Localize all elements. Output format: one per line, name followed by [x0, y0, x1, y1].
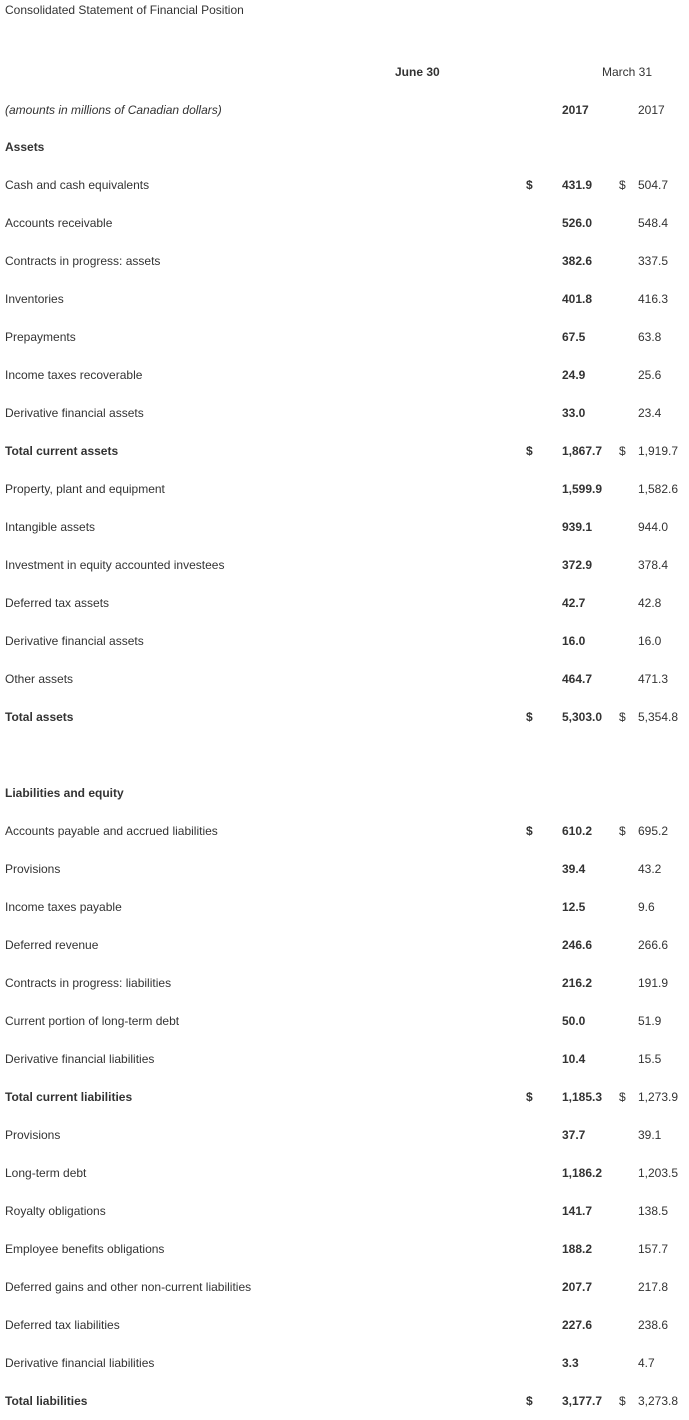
row-label: Intangible assets	[5, 520, 96, 534]
value-current: 10.4	[562, 1052, 586, 1066]
value-current: 3,177.7	[562, 1394, 603, 1408]
value-current: 39.4	[562, 862, 586, 876]
value-prior: 504.7	[638, 178, 669, 192]
currency-symbol-current: $	[526, 1090, 533, 1104]
row-label: Provisions	[5, 862, 61, 876]
table-row	[0, 1344, 689, 1382]
table-row	[0, 204, 689, 242]
units-note: (amounts in millions of Canadian dollars)	[5, 103, 222, 117]
value-prior: 138.5	[638, 1204, 669, 1218]
table-row	[0, 394, 689, 432]
currency-symbol-current: $	[526, 178, 533, 192]
value-current: 141.7	[562, 1204, 593, 1218]
currency-symbol-prior: $	[619, 178, 626, 192]
value-prior: 944.0	[638, 520, 669, 534]
row-label: Prepayments	[5, 330, 76, 344]
value-prior: 266.6	[638, 938, 669, 952]
value-prior: 1,919.7	[638, 444, 679, 458]
row-label: Other assets	[5, 672, 74, 686]
row-label: Total current assets	[5, 444, 119, 458]
value-prior: 4.7	[638, 1356, 655, 1370]
table-row	[0, 584, 689, 622]
row-label: Derivative financial liabilities	[5, 1356, 155, 1370]
total-row	[0, 698, 689, 736]
value-current: 227.6	[562, 1318, 593, 1332]
value-prior: 471.3	[638, 672, 669, 686]
row-label: Investment in equity accounted investees	[5, 558, 225, 572]
row-label: Contracts in progress: assets	[5, 254, 161, 268]
table-row	[0, 280, 689, 318]
currency-symbol-current: $	[526, 824, 533, 838]
value-current: 431.9	[562, 178, 593, 192]
value-current: 50.0	[562, 1014, 586, 1028]
table-row	[0, 1154, 689, 1192]
total-row	[0, 432, 689, 470]
document-title: Consolidated Statement of Financial Position	[5, 3, 244, 17]
table-row	[0, 812, 689, 850]
value-prior: 378.4	[638, 558, 669, 572]
row-label: Deferred tax liabilities	[5, 1318, 120, 1332]
value-current: 1,185.3	[562, 1090, 603, 1104]
row-label: Cash and cash equivalents	[5, 178, 150, 192]
value-current: 464.7	[562, 672, 593, 686]
row-label: Total liabilities	[5, 1394, 88, 1408]
row-label: Accounts payable and accrued liabilities	[5, 824, 218, 838]
value-current: 37.7	[562, 1128, 586, 1142]
value-prior: 25.6	[638, 368, 662, 382]
table-row	[0, 660, 689, 698]
row-label: Deferred gains and other non-current liabilities	[5, 1280, 252, 1294]
value-prior: 157.7	[638, 1242, 669, 1256]
currency-symbol-prior: $	[619, 1394, 626, 1408]
currency-symbol-prior: $	[619, 824, 626, 838]
value-prior: 43.2	[638, 862, 662, 876]
section-header	[0, 128, 689, 166]
value-prior: 3,273.8	[638, 1394, 679, 1408]
value-prior: 23.4	[638, 406, 662, 420]
value-prior: 1,582.6	[638, 482, 679, 496]
row-label: Income taxes payable	[5, 900, 122, 914]
value-current: 1,186.2	[562, 1166, 603, 1180]
row-label: Property, plant and equipment	[5, 482, 165, 496]
row-label: Accounts receivable	[5, 216, 113, 230]
column-header-june: June 30	[395, 65, 440, 79]
column-header-march: March 31	[602, 65, 653, 79]
value-current: 33.0	[562, 406, 586, 420]
value-prior: 39.1	[638, 1128, 662, 1142]
row-label: Inventories	[5, 292, 64, 306]
table-row	[0, 1002, 689, 1040]
table-row	[0, 318, 689, 356]
table-row	[0, 888, 689, 926]
value-current: 207.7	[562, 1280, 593, 1294]
value-prior: 15.5	[638, 1052, 662, 1066]
section-header	[0, 774, 689, 812]
total-row	[0, 1382, 689, 1420]
table-row	[0, 166, 689, 204]
value-prior: 5,354.8	[638, 710, 679, 724]
currency-symbol-prior: $	[619, 710, 626, 724]
row-label: Deferred revenue	[5, 938, 99, 952]
value-prior: 63.8	[638, 330, 662, 344]
value-current: 1,867.7	[562, 444, 603, 458]
value-current: 401.8	[562, 292, 593, 306]
table-row	[0, 1192, 689, 1230]
row-label: Employee benefits obligations	[5, 1242, 165, 1256]
value-current: 372.9	[562, 558, 593, 572]
value-current: 67.5	[562, 330, 586, 344]
value-current: 382.6	[562, 254, 593, 268]
value-prior: 238.6	[638, 1318, 669, 1332]
table-row	[0, 1040, 689, 1078]
row-label: Long-term debt	[5, 1166, 87, 1180]
statement-table	[0, 128, 689, 1420]
table-row	[0, 964, 689, 1002]
value-prior: 51.9	[638, 1014, 662, 1028]
value-prior: 42.8	[638, 596, 662, 610]
table-row	[0, 470, 689, 508]
currency-symbol-prior: $	[619, 1090, 626, 1104]
value-current: 24.9	[562, 368, 586, 382]
section-spacer	[0, 736, 689, 774]
currency-symbol-current: $	[526, 1394, 533, 1408]
value-prior: 9.6	[638, 900, 655, 914]
row-label: Liabilities and equity	[5, 786, 124, 800]
table-row	[0, 1306, 689, 1344]
value-current: 939.1	[562, 520, 593, 534]
value-current: 42.7	[562, 596, 586, 610]
row-label: Total current liabilities	[5, 1090, 133, 1104]
row-label: Income taxes recoverable	[5, 368, 143, 382]
row-label: Royalty obligations	[5, 1204, 106, 1218]
value-current: 1,599.9	[562, 482, 603, 496]
value-current: 216.2	[562, 976, 593, 990]
table-row	[0, 850, 689, 888]
value-prior: 548.4	[638, 216, 669, 230]
value-prior: 416.3	[638, 292, 669, 306]
value-prior: 1,203.5	[638, 1166, 679, 1180]
table-row	[0, 508, 689, 546]
table-row	[0, 546, 689, 584]
value-current: 12.5	[562, 900, 586, 914]
value-prior: 1,273.9	[638, 1090, 679, 1104]
value-current: 610.2	[562, 824, 593, 838]
column-year-prior: 2017	[638, 103, 665, 117]
value-prior: 217.8	[638, 1280, 669, 1294]
table-row	[0, 1116, 689, 1154]
value-current: 16.0	[562, 634, 586, 648]
table-row	[0, 926, 689, 964]
value-current: 526.0	[562, 216, 593, 230]
currency-symbol-current: $	[526, 444, 533, 458]
table-row	[0, 356, 689, 394]
table-row	[0, 622, 689, 660]
value-current: 188.2	[562, 1242, 593, 1256]
value-current: 5,303.0	[562, 710, 603, 724]
table-row	[0, 1230, 689, 1268]
value-prior: 16.0	[638, 634, 662, 648]
column-year-current: 2017	[562, 103, 589, 117]
row-label: Contracts in progress: liabilities	[5, 976, 172, 990]
total-row	[0, 1078, 689, 1116]
row-label: Derivative financial assets	[5, 634, 144, 648]
row-label: Derivative financial assets	[5, 406, 144, 420]
currency-symbol-prior: $	[619, 444, 626, 458]
row-label: Total assets	[5, 710, 74, 724]
table-row	[0, 1268, 689, 1306]
row-label: Assets	[5, 140, 45, 154]
value-prior: 337.5	[638, 254, 669, 268]
value-prior: 191.9	[638, 976, 669, 990]
value-current: 246.6	[562, 938, 593, 952]
row-label: Derivative financial liabilities	[5, 1052, 155, 1066]
table-row	[0, 242, 689, 280]
currency-symbol-current: $	[526, 710, 533, 724]
row-label: Current portion of long-term debt	[5, 1014, 180, 1028]
row-label: Provisions	[5, 1128, 61, 1142]
row-label: Deferred tax assets	[5, 596, 110, 610]
value-current: 3.3	[562, 1356, 579, 1370]
value-prior: 695.2	[638, 824, 669, 838]
